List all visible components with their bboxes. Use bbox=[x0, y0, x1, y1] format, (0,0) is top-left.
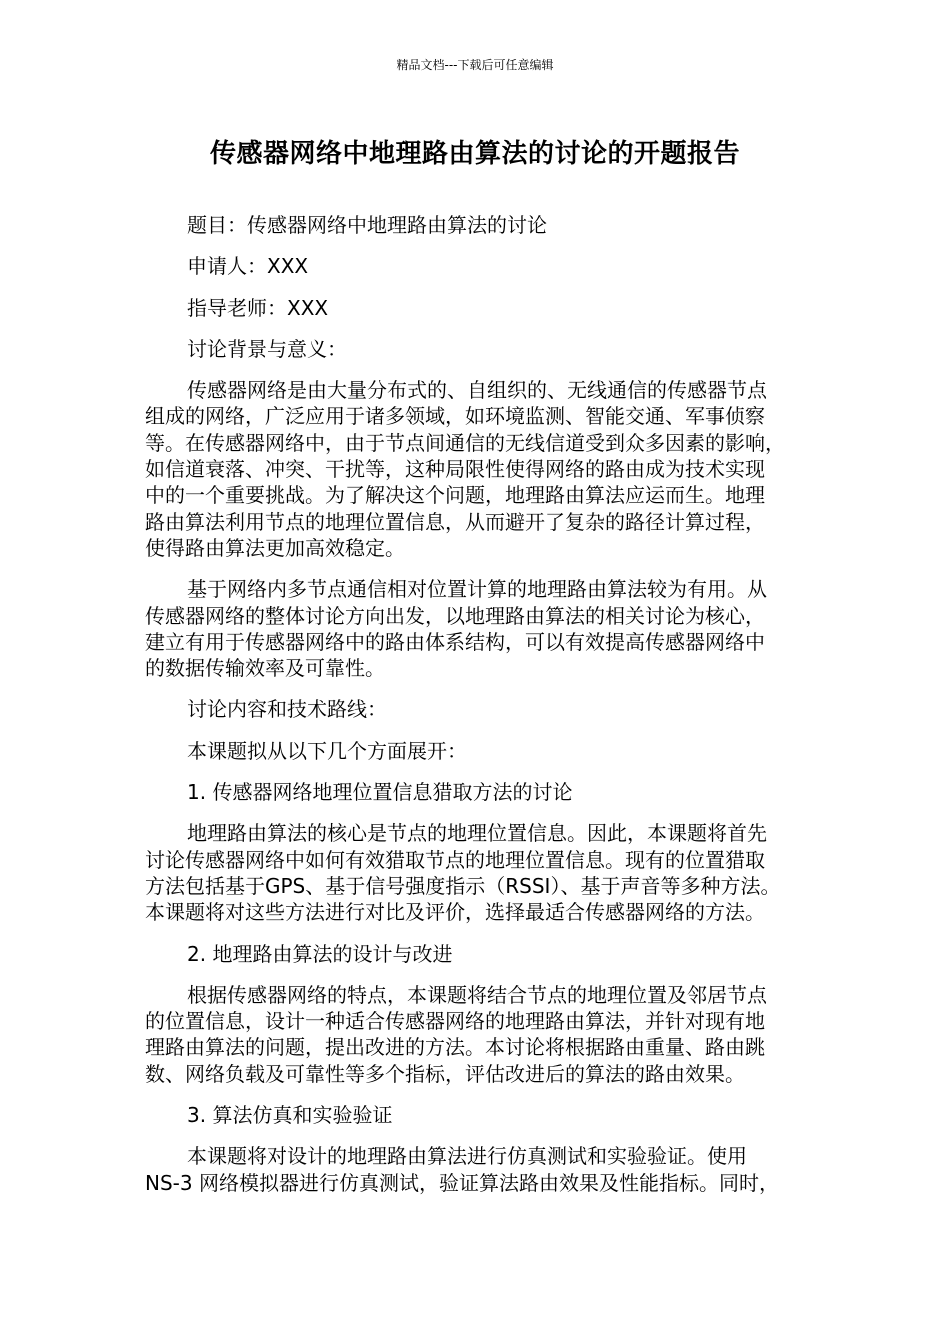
content-intro: 本课题拟从以下几个方面展开： bbox=[187, 738, 467, 763]
paragraph-line: 根据传感器网络的特点，本课题将结合节点的地理位置及邻居节点 bbox=[187, 982, 767, 1007]
paragraph-line: 数、网络负载及可靠性等多个指标，评估改进后的算法的路由效果。 bbox=[145, 1061, 745, 1086]
paragraph-line: 地理路由算法的核心是节点的地理位置信息。因此，本课题将首先 bbox=[187, 821, 767, 846]
applicant-line: 申请人：XXX bbox=[187, 254, 309, 279]
paragraph-line: 建立有用于传感器网络中的路由体系结构，可以有效提高传感器网络中 bbox=[145, 629, 765, 654]
document-body bbox=[145, 212, 810, 1211]
paragraph-line: 理路由算法的问题，提出改进的方法。本讨论将根据路由重量、路由跳 bbox=[145, 1035, 765, 1060]
paragraph-line: 传感器网络的整体讨论方向出发，以地理路由算法的相关讨论为核心， bbox=[145, 603, 765, 628]
paragraph-line: 基于网络内多节点通信相对位置计算的地理路由算法较为有用。从 bbox=[187, 577, 767, 602]
paragraph-line: 中的一个重要挑战。为了解决这个问题，地理路由算法应运而生。地理 bbox=[145, 483, 765, 508]
item-2-heading: 2. 地理路由算法的设计与改进 bbox=[187, 941, 453, 966]
item-3-paragraph bbox=[145, 1143, 810, 1196]
paragraph-line: 的位置信息，设计一种适合传感器网络的地理路由算法，并针对现有地 bbox=[145, 1009, 765, 1034]
paragraph-line: 讨论传感器网络中如何有效猎取节点的地理位置信息。现有的位置猎取 bbox=[145, 847, 765, 872]
paragraph-line: 路由算法利用节点的地理位置信息，从而避开了复杂的路径计算过程， bbox=[145, 509, 765, 534]
paragraph-line: 使得路由算法更加高效稳定。 bbox=[145, 535, 405, 560]
paragraph-line: 如信道衰落、冲突、干扰等，这种局限性使得网络的路由成为技术实现 bbox=[145, 457, 765, 482]
background-paragraph-2 bbox=[145, 576, 810, 681]
paragraph-line: 等。在传感器网络中，由于节点间通信的无线信道受到众多因素的影响， bbox=[145, 430, 785, 455]
header-note: 精品文档---下载后可任意编辑 bbox=[396, 58, 554, 72]
paragraph-line: 本课题将对这些方法进行对比及评价，选择最适合传感器网络的方法。 bbox=[145, 900, 765, 925]
advisor-line: 指导老师：XXX bbox=[187, 295, 329, 320]
background-paragraph-1 bbox=[145, 377, 810, 561]
item-1-heading: 1. 传感器网络地理位置信息猎取方法的讨论 bbox=[187, 780, 573, 805]
item-2-paragraph bbox=[145, 982, 810, 1087]
content-heading: 讨论内容和技术路线： bbox=[187, 697, 387, 722]
document-title: 传感器网络中地理路由算法的讨论的开题报告 bbox=[209, 139, 740, 169]
item-3-heading: 3. 算法仿真和实验验证 bbox=[187, 1103, 393, 1128]
paragraph-line: 方法包括基于GPS、基于信号强度指示（RSSI）、基于声音等多种方法。 bbox=[145, 873, 781, 898]
paragraph-line: NS-3 网络模拟器进行仿真测试，验证算法路由效果及性能指标。同时， bbox=[145, 1170, 779, 1195]
topic-line: 题目：传感器网络中地理路由算法的讨论 bbox=[187, 213, 547, 237]
background-heading: 讨论背景与意义： bbox=[187, 336, 347, 361]
paragraph-line: 本课题将对设计的地理路由算法进行仿真测试和实验验证。使用 bbox=[187, 1144, 747, 1169]
paragraph-line: 的数据传输效率及可靠性。 bbox=[145, 656, 385, 681]
item-1-paragraph bbox=[145, 820, 810, 925]
paragraph-line: 传感器网络是由大量分布式的、自组织的、无线通信的传感器节点 bbox=[187, 378, 767, 403]
paragraph-line: 组成的网络，广泛应用于诸多领域，如环境监测、智能交通、军事侦察 bbox=[145, 404, 765, 429]
